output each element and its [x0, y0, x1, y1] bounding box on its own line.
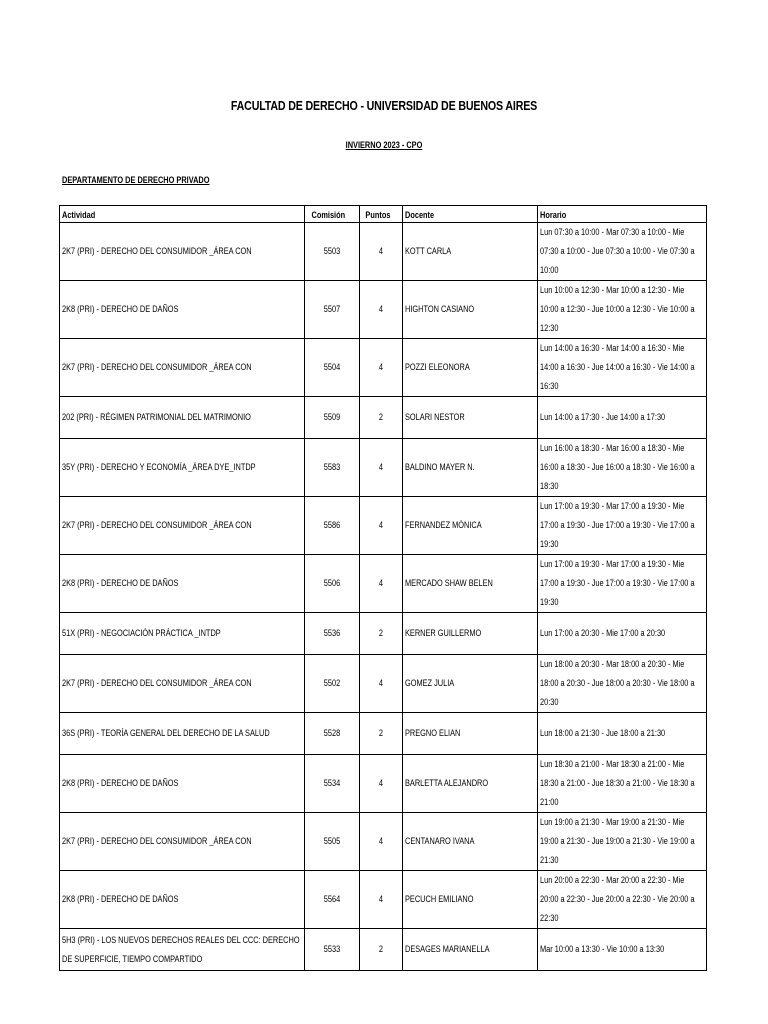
table-row [60, 223, 707, 281]
docente-cell: DESAGES MARIANELLA [403, 929, 538, 971]
activity-cell: 35Y (PRI) - DERECHO Y ECONOMÍA _ÁREA DYE_INTDP [60, 439, 305, 497]
table-row [60, 813, 707, 871]
puntos-cell: 4 [360, 813, 403, 871]
table-row [60, 613, 707, 655]
comision-cell: 5503 [305, 223, 360, 281]
table-header-row [60, 206, 707, 223]
docente-cell: KOTT CARLA [403, 223, 538, 281]
schedule-table [59, 205, 707, 971]
activity-cell: 2K8 (PRI) - DERECHO DE DAÑOS [60, 281, 305, 339]
activity-cell: 2K8 (PRI) - DERECHO DE DAÑOS [60, 871, 305, 929]
horario-cell: Lun 17:00 a 20:30 - Mie 17:00 a 20:30 [538, 613, 707, 655]
activity-cell: 2K7 (PRI) - DERECHO DEL CONSUMIDOR _ÁREA CON [60, 655, 305, 713]
docente-cell: HIGHTON CASIANO [403, 281, 538, 339]
comision-cell: 5509 [305, 397, 360, 439]
activity-cell: 2K7 (PRI) - DERECHO DEL CONSUMIDOR _ÁREA CON [60, 813, 305, 871]
horario-cell: Lun 19:00 a 21:30 - Mar 19:00 a 21:30 - Mie 19:00 a 21:30 - Jue 19:00 a 21:30 - Vie 19:00 a 21:30 [538, 813, 707, 871]
horario-cell: Mar 10:00 a 13:30 - Vie 10:00 a 13:30 [538, 929, 707, 971]
puntos-cell: 2 [360, 613, 403, 655]
activity-cell: 2K8 (PRI) - DERECHO DE DAÑOS [60, 555, 305, 613]
table-row [60, 339, 707, 397]
table-row [60, 871, 707, 929]
column-header-actividad: Actividad [60, 206, 305, 223]
activity-cell: 51X (PRI) - NEGOCIACIÓN PRÁCTICA _INTDP [60, 613, 305, 655]
docente-cell: POZZI ELEONORA [403, 339, 538, 397]
comision-cell: 5506 [305, 555, 360, 613]
comision-cell: 5583 [305, 439, 360, 497]
comision-cell: 5564 [305, 871, 360, 929]
comision-cell: 5528 [305, 713, 360, 755]
puntos-cell: 2 [360, 397, 403, 439]
docente-cell: SOLARI NESTOR [403, 397, 538, 439]
activity-cell: 5H3 (PRI) - LOS NUEVOS DERECHOS REALES DEL CCC: DERECHO DE SUPERFICIE, TIEMPO COMPARTIDO [60, 929, 305, 971]
horario-cell: Lun 18:30 a 21:00 - Mar 18:30 a 21:00 - Mie 18:30 a 21:00 - Jue 18:30 a 21:00 - Vie 18:30 a 21:00 [538, 755, 707, 813]
puntos-cell: 4 [360, 439, 403, 497]
horario-cell: Lun 17:00 a 19:30 - Mar 17:00 a 19:30 - Mie 17:00 a 19:30 - Jue 17:00 a 19:30 - Vie 17:00 a 19:30 [538, 497, 707, 555]
docente-cell: GOMEZ JULIA [403, 655, 538, 713]
puntos-cell: 4 [360, 871, 403, 929]
comision-cell: 5505 [305, 813, 360, 871]
table-row [60, 929, 707, 971]
docente-cell: BARLETTA ALEJANDRO [403, 755, 538, 813]
table-row [60, 655, 707, 713]
docente-cell: PECUCH EMILIANO [403, 871, 538, 929]
horario-cell: Lun 17:00 a 19:30 - Mar 17:00 a 19:30 - Mie 17:00 a 19:30 - Jue 17:00 a 19:30 - Vie 17:00 a 19:30 [538, 555, 707, 613]
horario-cell: Lun 18:00 a 21:30 - Jue 18:00 a 21:30 [538, 713, 707, 755]
horario-cell: Lun 18:00 a 20:30 - Mar 18:00 a 20:30 - Mie 18:00 a 20:30 - Jue 18:00 a 20:30 - Vie 18:00 a 20:30 [538, 655, 707, 713]
puntos-cell: 4 [360, 281, 403, 339]
puntos-cell: 4 [360, 655, 403, 713]
comision-cell: 5586 [305, 497, 360, 555]
table-row [60, 713, 707, 755]
horario-cell: Lun 16:00 a 18:30 - Mar 16:00 a 18:30 - Mie 16:00 a 18:30 - Jue 16:00 a 18:30 - Vie 16:00 a 18:30 [538, 439, 707, 497]
activity-cell: 202 (PRI) - RÉGIMEN PATRIMONIAL DEL MATRIMONIO [60, 397, 305, 439]
docente-cell: PREGNO ELIAN [403, 713, 538, 755]
comision-cell: 5502 [305, 655, 360, 713]
docente-cell: KERNER GUILLERMO [403, 613, 538, 655]
comision-cell: 5536 [305, 613, 360, 655]
puntos-cell: 4 [360, 223, 403, 281]
docente-cell: FERNANDEZ MÓNICA [403, 497, 538, 555]
horario-cell: Lun 14:00 a 16:30 - Mar 14:00 a 16:30 - Mie 14:00 a 16:30 - Jue 14:00 a 16:30 - Vie 14:00 a 16:30 [538, 339, 707, 397]
column-header-docente: Docente [403, 206, 538, 223]
horario-cell: Lun 20:00 a 22:30 - Mar 20:00 a 22:30 - Mie 20:00 a 22:30 - Jue 20:00 a 22:30 - Vie 20:00 a 22:30 [538, 871, 707, 929]
horario-cell: Lun 07:30 a 10:00 - Mar 07:30 a 10:00 - Mie 07:30 a 10:00 - Jue 07:30 a 10:00 - Vie 07:30 a 10:00 [538, 223, 707, 281]
table-row [60, 497, 707, 555]
activity-cell: 2K7 (PRI) - DERECHO DEL CONSUMIDOR _ÁREA CON [60, 223, 305, 281]
table-row [60, 555, 707, 613]
table-row [60, 439, 707, 497]
puntos-cell: 4 [360, 755, 403, 813]
table-row [60, 755, 707, 813]
horario-cell: Lun 10:00 a 12:30 - Mar 10:00 a 12:30 - Mie 10:00 a 12:30 - Jue 10:00 a 12:30 - Vie 10:00 a 12:30 [538, 281, 707, 339]
column-header-comision: Comisión [305, 206, 360, 223]
table-row [60, 397, 707, 439]
table-row [60, 281, 707, 339]
puntos-cell: 2 [360, 713, 403, 755]
comision-cell: 5507 [305, 281, 360, 339]
term-subtitle: INVIERNO 2023 - CPO [345, 140, 423, 150]
department-heading: DEPARTAMENTO DE DERECHO PRIVADO [62, 175, 210, 185]
column-header-puntos: Puntos [360, 206, 403, 223]
docente-cell: CENTANARO IVANA [403, 813, 538, 871]
docente-cell: BALDINO MAYER N. [403, 439, 538, 497]
activity-cell: 2K7 (PRI) - DERECHO DEL CONSUMIDOR _ÁREA CON [60, 497, 305, 555]
column-header-horario: Horario [538, 206, 707, 223]
puntos-cell: 4 [360, 497, 403, 555]
page-title: FACULTAD DE DERECHO - UNIVERSIDAD DE BUENOS AIRES [230, 98, 538, 113]
puntos-cell: 4 [360, 555, 403, 613]
puntos-cell: 2 [360, 929, 403, 971]
docente-cell: MERCADO SHAW BELEN [403, 555, 538, 613]
activity-cell: 2K7 (PRI) - DERECHO DEL CONSUMIDOR _ÁREA CON [60, 339, 305, 397]
activity-cell: 36S (PRI) - TEORÍA GENERAL DEL DERECHO DE LA SALUD [60, 713, 305, 755]
activity-cell: 2K8 (PRI) - DERECHO DE DAÑOS [60, 755, 305, 813]
puntos-cell: 4 [360, 339, 403, 397]
comision-cell: 5504 [305, 339, 360, 397]
comision-cell: 5533 [305, 929, 360, 971]
horario-cell: Lun 14:00 a 17:30 - Jue 14:00 a 17:30 [538, 397, 707, 439]
comision-cell: 5534 [305, 755, 360, 813]
